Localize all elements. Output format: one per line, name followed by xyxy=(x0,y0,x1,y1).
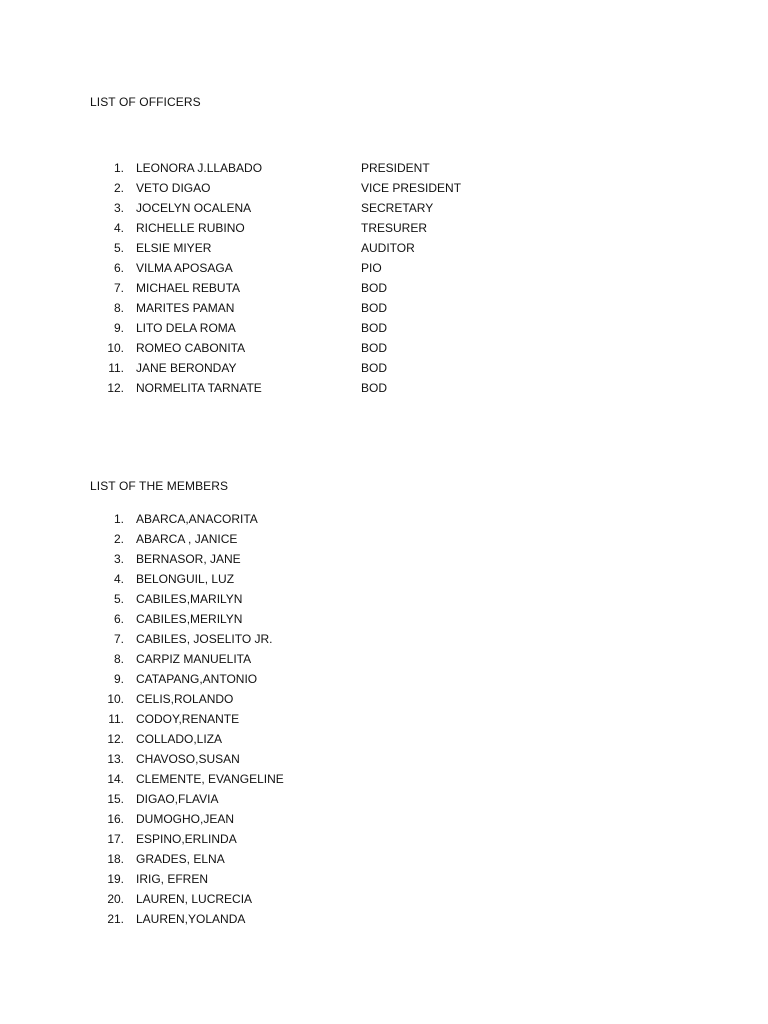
member-name: LAUREN,YOLANDA xyxy=(136,912,246,926)
list-number: 21. xyxy=(107,912,124,926)
list-number: 7. xyxy=(113,281,124,295)
officer-position: PRESIDENT xyxy=(361,161,430,175)
member-name: CHAVOSO,SUSAN xyxy=(136,752,240,766)
member-name: IRIG, EFREN xyxy=(136,872,209,886)
member-name: BERNASOR, JANE xyxy=(136,552,241,566)
member-name: LAUREN, LUCRECIA xyxy=(136,892,253,906)
list-number: 11. xyxy=(108,361,124,375)
list-number: 8. xyxy=(113,652,124,666)
list-number: 8. xyxy=(113,301,124,315)
list-number: 20. xyxy=(107,892,124,906)
officer-name: RICHELLE RUBINO xyxy=(136,221,245,235)
officer-name: JANE BERONDAY xyxy=(136,361,237,375)
officer-name: ROMEO CABONITA xyxy=(136,341,246,355)
list-number: 16. xyxy=(107,812,124,826)
member-name: CARPIZ MANUELITA xyxy=(136,652,252,666)
list-number: 3. xyxy=(113,201,124,215)
officer-name: VETO DIGAO xyxy=(136,181,211,195)
member-name: DUMOGHO,JEAN xyxy=(136,812,235,826)
list-number: 2. xyxy=(113,181,124,195)
officer-position: BOD xyxy=(361,341,388,355)
list-number: 1. xyxy=(113,161,124,175)
officer-name: LITO DELA ROMA xyxy=(136,321,236,335)
member-name: CABILES,MERILYN xyxy=(136,612,243,626)
member-name: ESPINO,ERLINDA xyxy=(136,832,237,846)
list-number: 19. xyxy=(107,872,124,886)
officer-name: VILMA APOSAGA xyxy=(136,261,233,275)
officer-position: PIO xyxy=(361,261,382,275)
list-number: 9. xyxy=(113,672,124,686)
member-name: ABARCA,ANACORITA xyxy=(136,512,258,526)
list-number: 5. xyxy=(113,241,124,255)
list-number: 4. xyxy=(113,572,124,586)
list-number: 12. xyxy=(107,381,124,395)
officer-position: VICE PRESIDENT xyxy=(361,181,462,195)
officer-position: BOD xyxy=(361,281,388,295)
officers-heading: LIST OF OFFICERS xyxy=(90,95,201,109)
officer-position: SECRETARY xyxy=(361,201,434,215)
member-name: CODOY,RENANTE xyxy=(136,712,240,726)
list-number: 7. xyxy=(113,632,124,646)
list-number: 6. xyxy=(113,261,124,275)
member-name: BELONGUIL, LUZ xyxy=(136,572,235,586)
list-number: 2. xyxy=(113,532,124,546)
list-number: 6. xyxy=(113,612,124,626)
list-number: 10. xyxy=(107,692,124,706)
member-name: COLLADO,LIZA xyxy=(136,732,223,746)
officer-position: BOD xyxy=(361,381,388,395)
officer-name: MICHAEL REBUTA xyxy=(136,281,241,295)
members-heading: LIST OF THE MEMBERS xyxy=(90,479,229,493)
officer-name: LEONORA J.LLABADO xyxy=(136,161,263,175)
list-number: 13. xyxy=(107,752,124,766)
member-name: ABARCA , JANICE xyxy=(136,532,238,546)
member-name: GRADES, ELNA xyxy=(136,852,225,866)
officer-name: JOCELYN OCALENA xyxy=(136,201,252,215)
officer-position: BOD xyxy=(361,301,388,315)
officer-position: BOD xyxy=(361,361,388,375)
list-number: 15. xyxy=(107,792,124,806)
list-number: 14. xyxy=(107,772,124,786)
list-number: 4. xyxy=(113,221,124,235)
list-number: 12. xyxy=(107,732,124,746)
list-number: 1. xyxy=(113,512,124,526)
member-name: CELIS,ROLANDO xyxy=(136,692,234,706)
list-number: 5. xyxy=(113,592,124,606)
officer-position: AUDITOR xyxy=(361,241,415,255)
member-name: CABILES,MARILYN xyxy=(136,592,243,606)
officer-position: BOD xyxy=(361,321,388,335)
member-name: CLEMENTE, EVANGELINE xyxy=(136,772,284,786)
list-number: 3. xyxy=(113,552,124,566)
member-name: CATAPANG,ANTONIO xyxy=(136,672,258,686)
list-number: 17. xyxy=(107,832,124,846)
officer-position: TRESURER xyxy=(361,221,428,235)
officer-name: ELSIE MIYER xyxy=(136,241,212,255)
list-number: 18. xyxy=(107,852,124,866)
officer-name: NORMELITA TARNATE xyxy=(136,381,262,395)
list-number: 10. xyxy=(107,341,124,355)
member-name: CABILES, JOSELITO JR. xyxy=(136,632,273,646)
member-name: DIGAO,FLAVIA xyxy=(136,792,219,806)
list-number: 9. xyxy=(113,321,124,335)
list-number: 11. xyxy=(108,712,124,726)
officer-name: MARITES PAMAN xyxy=(136,301,235,315)
